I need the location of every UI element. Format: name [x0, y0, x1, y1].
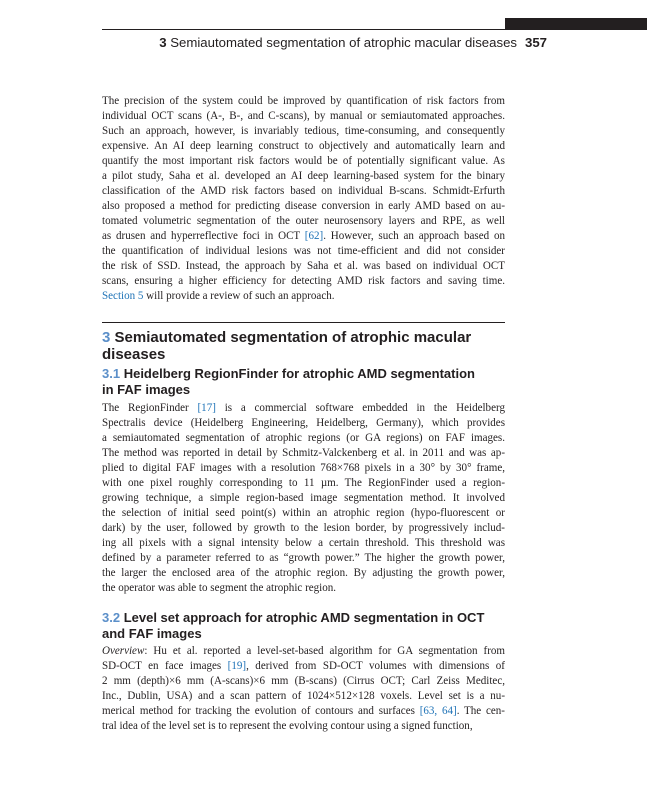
- text-line-content: the selection of initial seed point(s) within an atrophic region (hypo-fluorescent or: [102, 507, 505, 519]
- text-line: [102, 401, 505, 416]
- text-line: [102, 476, 505, 491]
- text-line: [102, 551, 505, 566]
- text-line: [102, 244, 505, 259]
- citation-link[interactable]: [17]: [197, 402, 216, 414]
- section-rule: [102, 322, 505, 323]
- running-head-chapter-title: Semiautomated segmentation of atrophic macular diseases: [170, 35, 517, 50]
- text-line-content: merical method for tracking the evolution of contours and surfaces: [102, 705, 420, 717]
- text-line-content: 2 mm (depth)×6 mm (A-scans)×6 mm (B-scans) (Cirrus OCT; Carl Zeiss Meditec,: [102, 675, 505, 687]
- text-line: [102, 169, 505, 184]
- text-line-content: the larger the enclosed area of the atrophic region. By adjusting the growth power,: [102, 567, 505, 579]
- text-line-content: . The cen-: [456, 705, 505, 717]
- text-line: [102, 124, 505, 139]
- text-line: [102, 274, 505, 289]
- text-line-content: The RegionFinder: [102, 402, 198, 414]
- text-line: [102, 521, 505, 536]
- text-line: [102, 674, 505, 689]
- section-3-2-number: 3.2: [102, 610, 121, 625]
- text-line: [102, 536, 505, 551]
- section-3-title-line1: Semiautomated segmentation of atrophic macular: [114, 329, 472, 346]
- section-3-1-heading: [102, 366, 475, 398]
- text-line-content: as drusen and hyperreflective foci in OCT: [102, 230, 305, 242]
- text-line-content: tomated volumetric segmentation of the outer neurosensory layers and RPE, as well: [102, 215, 505, 227]
- text-line-content: ing all pixels with a signal intensity below a certain threshold. This threshold was: [102, 537, 505, 549]
- page-number: 357: [525, 35, 548, 50]
- section-3-2-heading: [102, 610, 484, 642]
- text-line-content: , derived from SD-OCT volumes with dimensions of: [246, 660, 505, 672]
- citation-link[interactable]: [63, 64]: [419, 705, 457, 717]
- text-line-content: is a commercial software embedded in the Heidelberg: [215, 402, 505, 414]
- header-rule: [102, 29, 647, 30]
- section-3-title-line2: diseases: [102, 346, 166, 363]
- text-line: [102, 506, 505, 521]
- section-3-2-title-line1: Level set approach for atrophic AMD segmentation in OCT: [123, 610, 485, 625]
- text-line: [102, 704, 505, 719]
- text-line-content: The precision of the system could be improved by quantification of risk factors from: [102, 95, 505, 107]
- text-line-content: with one pixel roughly corresponding to 11 µm. The RegionFinder used a region-: [102, 477, 505, 489]
- text-line: [102, 644, 505, 659]
- section-3-1-title-line2: in FAF images: [102, 382, 191, 397]
- text-line-content: classification of the AMD risk factors based on individual B-scans. Schmidt-Erfurth: [102, 185, 505, 197]
- text-line-content: The method was reported in detail by Schmitz-Valckenberg et al. in 2011 and was ap-: [102, 447, 505, 459]
- text-line: [102, 109, 505, 124]
- text-line-content: Inc., Dublin, USA) and a scan pattern of 1024×512×128 voxels. Level set is a nu-: [102, 690, 505, 702]
- text-line-content: the risk of SSD. Instead, the approach by Saha et al. was based on individual OCT: [102, 260, 505, 272]
- text-line-content: defined by a parameter referred to as “growth power.” The higher the growth power,: [102, 552, 505, 564]
- running-head: [159, 35, 517, 50]
- text-line-content: the operator was able to segment the atrophic region.: [102, 582, 337, 594]
- text-line-content: also proposed a method for predicting disease conversion in early AMD based on au-: [102, 200, 505, 212]
- section-3-1-title-line1: Heidelberg RegionFinder for atrophic AMD segmentation: [123, 366, 475, 381]
- text-line: [102, 491, 505, 506]
- text-line-content: individual OCT scans (A-, B-, and C-scans), by manual or semiautomated approaches.: [102, 110, 505, 122]
- text-line-content: quantify the most important risk factors would be of potentially significant value. As: [102, 155, 505, 167]
- citation-link[interactable]: Section 5: [102, 290, 144, 302]
- text-line: [102, 566, 505, 581]
- text-line: [102, 689, 505, 704]
- section-3-2-title-line2: and FAF images: [102, 626, 202, 641]
- section-3-1-number: 3.1: [102, 366, 121, 381]
- text-line: [102, 229, 505, 244]
- text-line-content: Spectralis device (Heidelberg Engineering, Heidelberg, Germany), which provides: [102, 417, 505, 429]
- section-3-number: 3: [102, 329, 111, 346]
- text-line-content: expensive. An AI deep learning construct to objectively and automatically learn and: [102, 140, 505, 152]
- text-line: [102, 659, 505, 674]
- text-line-content: a pilot study, Saha et al. developed an AI deep learning-based system for the binary: [102, 170, 505, 182]
- paragraph-regionfinder: [102, 401, 505, 596]
- text-line-content: growing technique, a simple region-based image segmentation method. It involved: [102, 492, 505, 504]
- text-line: [102, 139, 505, 154]
- text-line-content: a semiautomated segmentation of atrophic regions (or GA regions) on FAF images.: [102, 432, 505, 444]
- paragraph-intro: [102, 94, 505, 304]
- text-line-content: dark) by the user, followed by growth to the lesion border, by progressively includ-: [102, 522, 505, 534]
- text-line-content: : Hu et al. reported a level-set-based algorithm for GA segmentation from: [144, 645, 505, 657]
- text-line-content: plied to digital FAF images with a resolution 768×768 pixels in a 30° by 30° frame,: [102, 462, 505, 474]
- text-line-content: SD-OCT en face images: [102, 660, 228, 672]
- text-line-content: will provide a review of such an approach.: [143, 290, 335, 302]
- text-line: [102, 214, 505, 229]
- text-line: [102, 259, 505, 274]
- text-line: [102, 581, 505, 596]
- text-line: [102, 184, 505, 199]
- text-line: [102, 461, 505, 476]
- run-in-label: Overview: [102, 645, 145, 657]
- running-head-chapter-number: 3: [159, 35, 167, 50]
- text-line-content: Such an approach, however, is invariably tedious, time-consuming, and consequently: [102, 125, 505, 137]
- text-line: [102, 431, 505, 446]
- text-line: [102, 199, 505, 214]
- text-line-content: scans, ensuring a higher efficiency for detecting AMD risk factors and saving time.: [102, 275, 505, 287]
- text-line-content: . However, such an approach based on: [323, 230, 505, 242]
- header-bar: [505, 18, 647, 29]
- text-line-content: tral idea of the level set is to represent the evolving contour using a signed function,: [102, 720, 473, 732]
- text-line: [102, 94, 505, 109]
- text-line: [102, 719, 505, 734]
- text-line: [102, 289, 505, 304]
- citation-link[interactable]: [19]: [227, 660, 247, 672]
- citation-link[interactable]: [62]: [304, 230, 324, 242]
- text-line: [102, 446, 505, 461]
- paragraph-level-set: [102, 644, 505, 734]
- text-line: [102, 416, 505, 431]
- text-line-content: the quantification of individual lesions was not time-efficient and did not consider: [102, 245, 505, 257]
- text-line: [102, 154, 505, 169]
- section-3-heading: [102, 329, 471, 363]
